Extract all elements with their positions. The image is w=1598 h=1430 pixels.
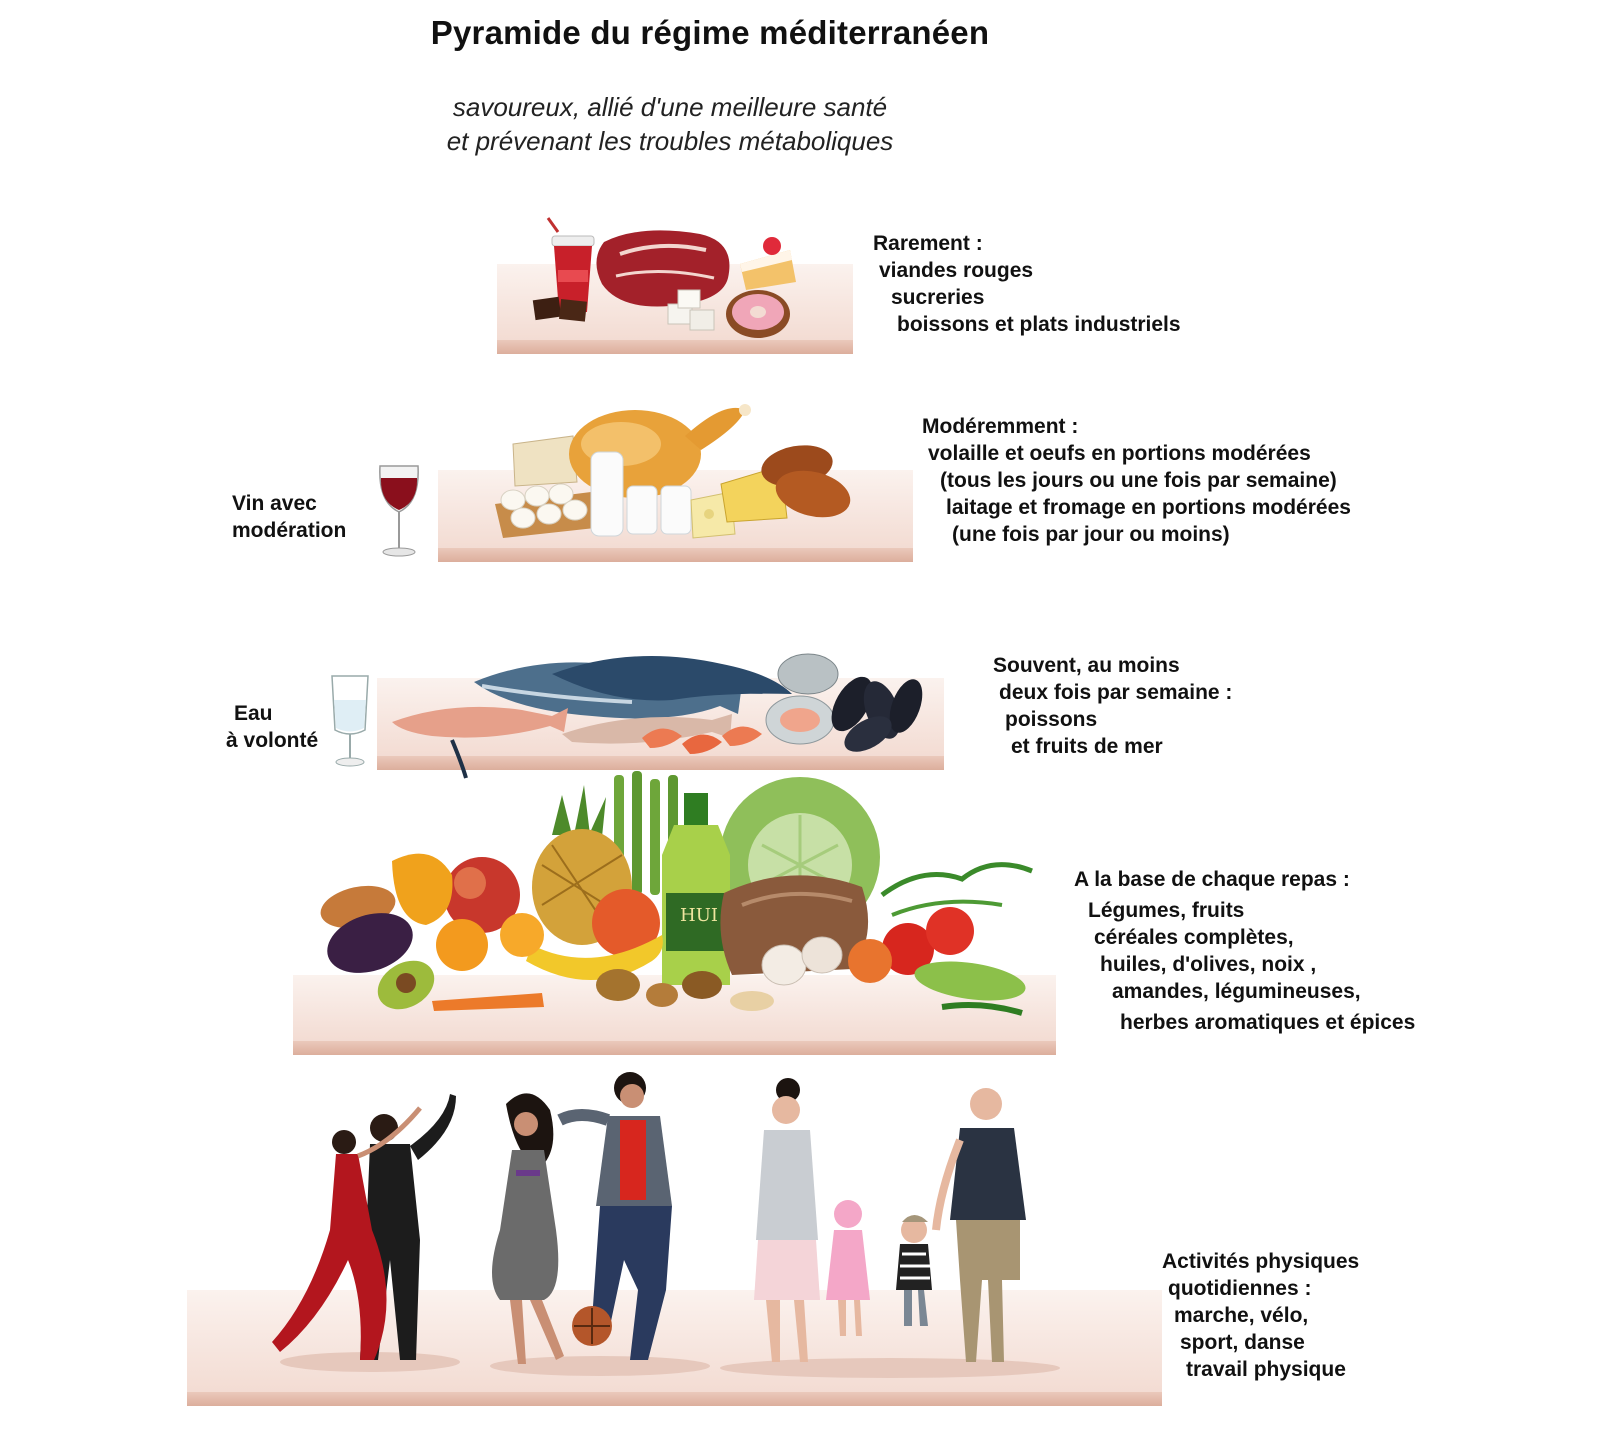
donut-icon xyxy=(726,290,790,338)
tier-3-item-1: deux fois par semaine : xyxy=(999,681,1233,704)
oyster-icon xyxy=(766,654,838,744)
wine-note-line-1: Vin avec xyxy=(232,492,317,515)
water-glass-icon xyxy=(328,672,372,772)
tier-4-item-5: herbes aromatiques et épices xyxy=(1120,1011,1416,1034)
wine-note xyxy=(232,490,346,544)
tier-5-heading: Activités physiques xyxy=(1162,1250,1360,1273)
tier-4-item-1: Légumes, fruits xyxy=(1088,899,1245,922)
tier-4-heading: A la base de chaque repas : xyxy=(1074,868,1350,891)
tier-3-item-2: poissons xyxy=(1005,708,1098,731)
tango-couple-icon xyxy=(272,1094,460,1372)
subtitle-line-2: et prévenant les troubles métaboliques xyxy=(446,126,894,156)
carrot-icon xyxy=(432,993,544,1011)
tier-2-item-4: (une fois par jour ou moins) xyxy=(952,523,1230,546)
family-walking-icon xyxy=(720,1078,1060,1378)
bell-pepper-icon xyxy=(392,854,452,925)
fish-icon xyxy=(392,656,792,778)
tier-5-item-2: marche, vélo, xyxy=(1174,1304,1309,1327)
tier-4-item-3: huiles, d'olives, noix , xyxy=(1100,953,1317,976)
eggs-icon xyxy=(495,484,595,538)
tier-1-text xyxy=(873,230,1181,338)
tier-1-item-3: boissons et plats industriels xyxy=(897,313,1181,336)
water-note-line-1: Eau xyxy=(234,702,273,725)
tier-2-illustration xyxy=(495,396,880,546)
tier-5-item-1: quotidiennes : xyxy=(1168,1277,1312,1300)
tier-1-item-1: viandes rouges xyxy=(879,259,1034,282)
page-title: Pyramide du régime méditerranéen xyxy=(430,14,990,51)
tier-5-item-4: travail physique xyxy=(1186,1358,1346,1381)
cake-icon xyxy=(740,237,796,290)
tier-2-item-3: laitage et fromage en portions modérées xyxy=(946,496,1351,519)
tier-1-item-2: sucreries xyxy=(891,286,985,309)
tier-3-illustration xyxy=(392,644,952,784)
tier-3-heading: Souvent, au moins xyxy=(993,654,1180,677)
cheese-block-back xyxy=(513,436,577,486)
tier-5-item-3: sport, danse xyxy=(1180,1331,1305,1354)
tier-2-text xyxy=(922,413,1351,548)
tier-2-item-1: volaille et oeufs en portions modérées xyxy=(928,442,1311,465)
subtitle-line-1: savoureux, allié d'une meilleure santé xyxy=(452,92,888,122)
tier-4-item-2: céréales complètes, xyxy=(1094,926,1294,949)
tier-5-illustration xyxy=(260,1080,1060,1390)
wine-note-line-2: modération xyxy=(232,519,347,542)
tier-2-heading: Modéremment : xyxy=(922,415,1079,438)
tier-3-text xyxy=(993,652,1232,760)
tier-4-text xyxy=(1074,866,1415,1036)
water-note xyxy=(226,700,318,754)
red-meat-icon xyxy=(596,230,729,306)
football-couple-icon xyxy=(490,1072,710,1376)
tier-4-illustration xyxy=(322,775,1052,1045)
water-note-line-2: à volonté xyxy=(226,729,319,752)
bottle-label: HUI xyxy=(680,905,718,926)
tier-2-item-2: (tous les jours ou une fois par semaine) xyxy=(940,469,1337,492)
tier-5-text xyxy=(1162,1248,1359,1383)
tier-3-item-3: et fruits de mer xyxy=(1011,735,1163,758)
tier-4-item-4: amandes, légumineuses, xyxy=(1112,980,1361,1003)
tier-1-heading: Rarement : xyxy=(873,232,983,255)
wine-glass-icon xyxy=(374,462,424,562)
tier-1-illustration xyxy=(540,220,830,345)
mussels-icon xyxy=(823,670,929,759)
